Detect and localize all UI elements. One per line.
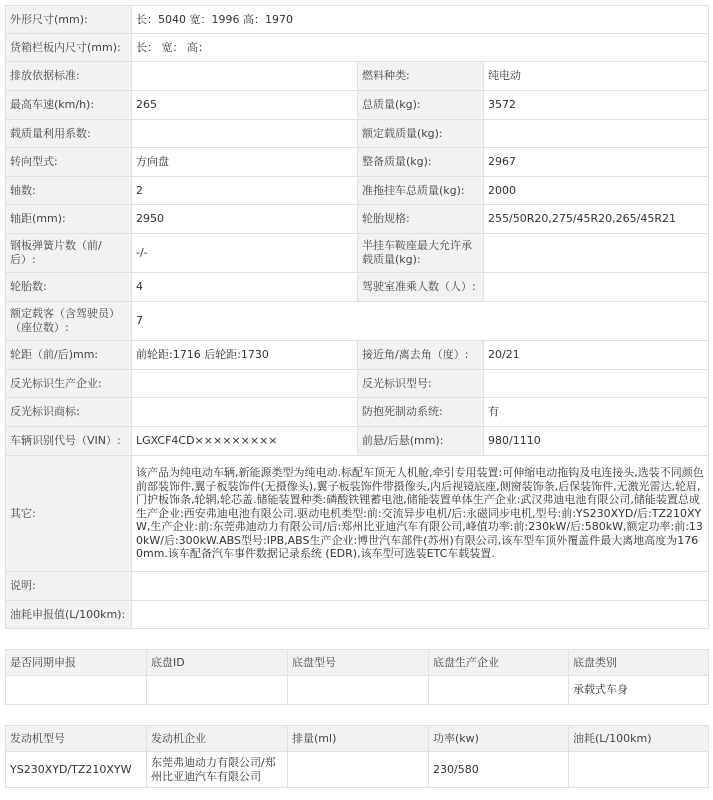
other-value: 该产品为纯电动车辆,新能源类型为纯电动.标配车顶无人机舱,牵引专用装置:可伸缩电动拖钩及电连接头,选装不同颜色前部装饰件,翼子板装饰件(无摄像头),翼子板装饰件带摄像头,内后视镜底座,侧窗装饰条,后保装饰件,无激光雷达,轮眉,门护板饰条,轮辋,轮芯盖.储能装置种类:磷酸铁锂蓄电池,储能装置单体生产企业:武汉弗迪电池有限公司,储能装置总成生产企业:西安弗迪电池有限公司.驱动电机类型:前:交流异步电机/后:永磁同步电机,型号:前:YS230XYD/后:TZ210XYW,生产企业:前:东莞弗迪动力有限公司/后:郑州比亚迪汽车有限公司,峰值功率:前:230kW/后:580kW,额定功率:前:130kW/后:300kW.ABS型号:IPB,ABS生产企业:博世汽车部件(苏州)有限公司,该车型车顶外覆盖件最大离地高度为1760mm.该车配备汽车事件数据记录系统 (EDR),该车型可选装ETC车载装置. — [132, 456, 709, 572]
util-label: 载质量利用系数: — [6, 120, 132, 148]
cab-value — [484, 273, 709, 302]
chassis-cell — [147, 676, 288, 705]
chassis-cell — [6, 676, 147, 705]
refl-mfr-value — [132, 370, 358, 398]
engine-cell: YS230XYD/TZ210XYW — [6, 752, 147, 788]
mass-value: 3572 — [484, 91, 709, 120]
spec-row-vin — [6, 427, 709, 456]
rated-load-value — [484, 120, 709, 148]
note-value — [132, 572, 709, 601]
fuel-label: 燃料种类: — [358, 62, 484, 91]
spring-value: -/- — [132, 234, 358, 273]
speed-label: 最高车速(km/h): — [6, 91, 132, 120]
chassis-header-cell: 是否同期申报 — [6, 650, 147, 676]
chassis-cell: 承载式车身 — [569, 676, 709, 705]
spec-row-speed — [6, 91, 709, 120]
tire-spec-label: 轮胎规格: — [358, 205, 484, 234]
chassis-header-cell: 底盘生产企业 — [429, 650, 569, 676]
speed-value: 265 — [132, 91, 358, 120]
vin-value: LGXCF4CD××××××××× — [132, 427, 358, 456]
seats-value: 7 — [132, 302, 709, 341]
engine-cell: 230/580 — [429, 752, 569, 788]
fuel-value: 纯电动 — [484, 62, 709, 91]
table-row — [6, 676, 709, 705]
spec-row-fuel-cons — [6, 601, 709, 629]
steer-value: 方向盘 — [132, 148, 358, 177]
curb-value: 2967 — [484, 148, 709, 177]
engine-header-cell: 发动机企业 — [147, 726, 288, 752]
note-label: 说明: — [6, 572, 132, 601]
rated-load-label: 额定载质量(kg): — [358, 120, 484, 148]
dims-label: 外形尺寸(mm): — [6, 6, 132, 34]
spec-row-emission — [6, 62, 709, 91]
spec-row-spring — [6, 234, 709, 273]
chassis-table — [5, 649, 709, 705]
refl-brand-label: 反光标识商标: — [6, 398, 132, 427]
tire-spec-value: 255/50R20,275/45R20,265/45R21 — [484, 205, 709, 234]
axles-label: 轴数: — [6, 177, 132, 205]
spec-row-other — [6, 456, 709, 572]
spec-table — [5, 5, 709, 629]
track-value: 前轮距:1716 后轮距:1730 — [132, 341, 358, 370]
overhang-label: 前悬/后悬(mm): — [358, 427, 484, 456]
cargo-value: 长： 宽： 高： — [132, 34, 709, 62]
trailer-label: 准拖挂车总质量(kg): — [358, 177, 484, 205]
spec-row-util — [6, 120, 709, 148]
spring-label: 钢板弹簧片数（前/后）: — [6, 234, 132, 273]
vin-label: 车辆识别代号（VIN）: — [6, 427, 132, 456]
util-value — [132, 120, 358, 148]
other-label: 其它: — [6, 456, 132, 572]
angle-label: 接近角/离去角（度）: — [358, 341, 484, 370]
refl-brand-value — [132, 398, 358, 427]
refl-mfr-label: 反光标识生产企业: — [6, 370, 132, 398]
chassis-header-cell: 底盘类别 — [569, 650, 709, 676]
trailer-value: 2000 — [484, 177, 709, 205]
wheelbase-value: 2950 — [132, 205, 358, 234]
track-label: 轮距（前/后)mm: — [6, 341, 132, 370]
mass-label: 总质量(kg): — [358, 91, 484, 120]
emission-value — [132, 62, 358, 91]
refl-model-label: 反光标识型号: — [358, 370, 484, 398]
engine-table — [5, 725, 709, 788]
chassis-header-cell: 底盘ID — [147, 650, 288, 676]
angle-value: 20/21 — [484, 341, 709, 370]
seats-label: 额定载客（含驾驶员）（座位数）: — [6, 302, 132, 341]
spec-row-note — [6, 572, 709, 601]
engine-header-cell: 排量(ml) — [288, 726, 429, 752]
spec-row-cargo — [6, 34, 709, 62]
page — [5, 5, 708, 788]
fuel-cons-value — [132, 601, 709, 629]
engine-header-row — [6, 726, 709, 752]
emission-label: 排放依据标准: — [6, 62, 132, 91]
overhang-value: 980/1110 — [484, 427, 709, 456]
spec-row-steer — [6, 148, 709, 177]
spec-row-tires — [6, 273, 709, 302]
curb-label: 整备质量(kg): — [358, 148, 484, 177]
spec-row-seats — [6, 302, 709, 341]
cab-label: 驾驶室准乘人数（人）: — [358, 273, 484, 302]
engine-cell — [569, 752, 709, 788]
engine-cell: 东莞弗迪动力有限公司/郑州比亚迪汽车有限公司 — [147, 752, 288, 788]
semi-value — [484, 234, 709, 273]
engine-header-cell: 功率(kw) — [429, 726, 569, 752]
chassis-cell — [429, 676, 569, 705]
cargo-label: 货箱栏板内尺寸(mm): — [6, 34, 132, 62]
tire-count-label: 轮胎数: — [6, 273, 132, 302]
spec-row-dims — [6, 6, 709, 34]
abs-value: 有 — [484, 398, 709, 427]
dims-value: 长：5040 宽：1996 高：1970 — [132, 6, 709, 34]
engine-header-cell: 发动机型号 — [6, 726, 147, 752]
engine-cell — [288, 752, 429, 788]
engine-header-cell: 油耗(L/100km) — [569, 726, 709, 752]
refl-model-value — [484, 370, 709, 398]
semi-label: 半挂车鞍座最大允许承载质量(kg): — [358, 234, 484, 273]
abs-label: 防抱死制动系统: — [358, 398, 484, 427]
wheelbase-label: 轴距(mm): — [6, 205, 132, 234]
table-row — [6, 752, 709, 788]
spec-row-wheelbase — [6, 205, 709, 234]
spec-row-refl-mfr — [6, 370, 709, 398]
chassis-header-cell: 底盘型号 — [288, 650, 429, 676]
spec-row-refl-brand — [6, 398, 709, 427]
tire-count-value: 4 — [132, 273, 358, 302]
steer-label: 转向型式: — [6, 148, 132, 177]
spec-row-track — [6, 341, 709, 370]
fuel-cons-label: 油耗申报值(L/100km): — [6, 601, 132, 629]
axles-value: 2 — [132, 177, 358, 205]
chassis-header-row — [6, 650, 709, 676]
chassis-cell — [288, 676, 429, 705]
spec-row-axles — [6, 177, 709, 205]
